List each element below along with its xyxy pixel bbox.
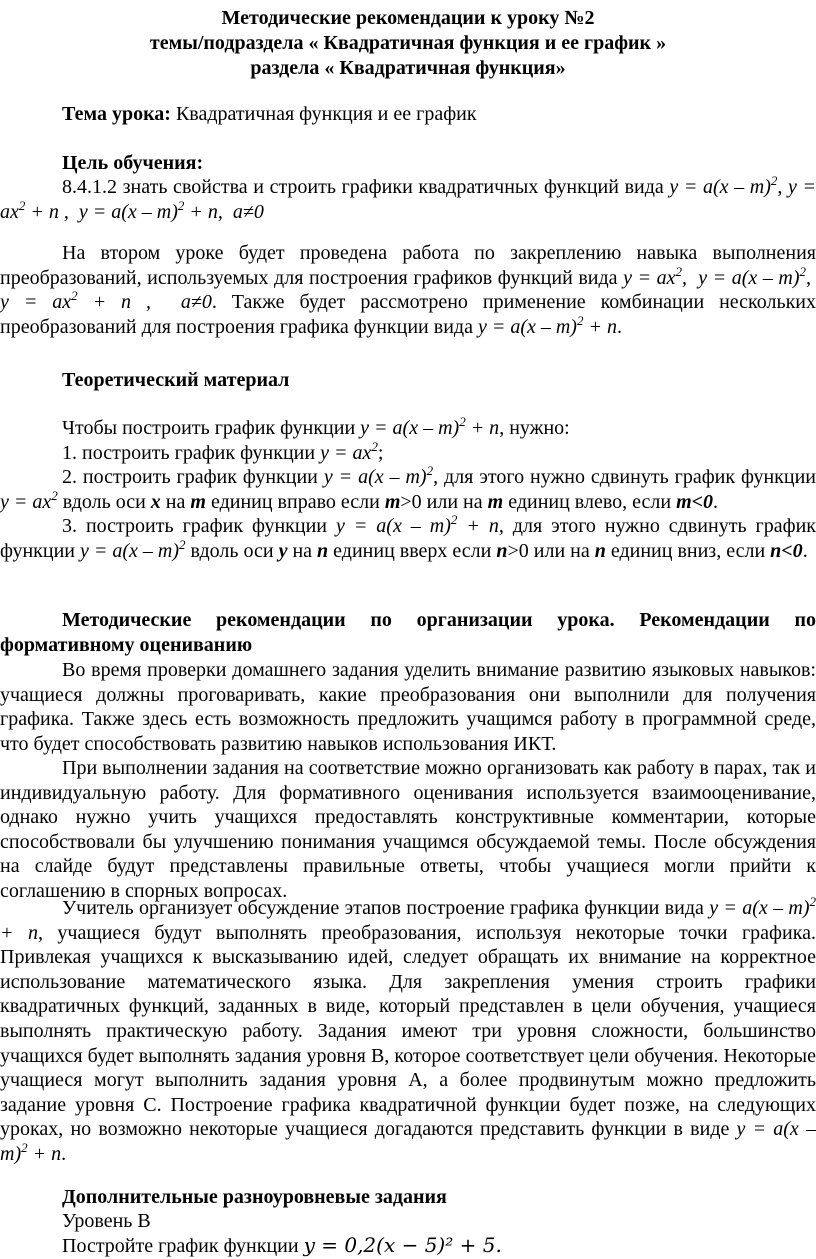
theory-step2: 2. построить график функции y = a(x – m)$^2$, для этого нужно сдвинуть график функции $y = ax^2$ вдоль оси x на m единиц вправо если m>0 или на m единиц влево, если m<0.: [0, 463, 816, 513]
step2-text-b: , для этого нужно сдвинуть график функции: [433, 466, 816, 488]
step3-text-a: 3. построить график функции: [62, 515, 336, 537]
theory-heading: [0, 368, 816, 393]
extra-heading-text: Дополнительные разноуровневые задания: [62, 1186, 447, 1208]
methods-paragraph-3: Учитель организует обсуждение этапов построение графика функции вида y = a(x – m)$^2$ + n, учащиеся будут выполнять преобразования, используя некоторые точки графика. Привлекая учащихся к высказыванию идей, следует обращать их внимание на корректное использование математического языка. Для закрепления умения строить графики квадратичных функций, заданных в виде, который представлен в цели обучения, учащиеся выполнять практическую работу. Задания имеют три уровня сложности, большинство учащихся будет выполнять задания уровня В, которое соответствует цели обучения. Некоторые учащиеся могут выполнить задания уровня А, а более продвинутым можно предложить задание уровня С. Построение графика квадратичной функции будет позже, на следующих уроках, но возможно некоторые учащиеся догадаются представить функции в виде y = a(x – m)$^2$ + n.: [0, 894, 816, 1165]
methods-paragraph-2: При выполнении задания на соответствие можно организовать как работу в парах, так и индивидуальную работу. Для формативного оценивания используется взаимооценивание, однако нужно учить учащихся предоставлять конструктивные комментарии, которые способствовали бы улучшению понимания учащимся обсуждаемой темы. После обсуждения на слайде будут представлены правильные ответы, чтобы учащиеся могли прийти к соглашению в спорных вопросах.: [0, 757, 816, 902]
step3-text-d: на: [287, 539, 318, 562]
step2-text-a: 2. построить график функции: [62, 466, 324, 488]
step2-text-d: на: [160, 490, 191, 513]
topic-value: Квадратичная функция и ее график: [170, 103, 477, 125]
step3-text-f: >0 или на: [507, 539, 595, 562]
theory-lead-end: , нужно:: [499, 417, 570, 439]
theory-step1: 1. построить график функции $y = ax^2$;: [62, 439, 384, 464]
theory-lead: Чтобы построить график функции y = a(x – m)$^2$ + n, нужно:: [62, 414, 570, 439]
step3-text-g: единиц вниз, если: [605, 539, 771, 562]
step1-text: 1. построить график функции: [62, 442, 321, 464]
step3-text-e: единиц вверх если: [328, 539, 497, 562]
step3-text-c: вдоль оси: [185, 539, 279, 562]
methods-heading-text: Методические рекомендации по организации урока. Рекомендации по формативному оцениванию: [0, 609, 816, 656]
theory-heading-text: Теоретический материал: [62, 369, 290, 391]
theory-lead-text: Чтобы построить график функции: [62, 417, 361, 439]
intro-part2: . Также будет рассмотрено применение комбинации нескольких преобразований для построения графика функции вида: [0, 291, 816, 338]
goal-label: Цель обучения:: [62, 152, 204, 174]
intro-part1: На втором уроке будет проведена работа по закреплению навыка выполнения преобразований, используемых для построения графиков функций вида: [0, 242, 816, 289]
step2-text-e: единиц вправо если: [205, 490, 385, 513]
extra-task: [0, 1233, 816, 1259]
intro-paragraph: На втором уроке будет проведена работа по закреплению навыка выполнения преобразований, используемых для построения графиков функций вида $y = ax^2$, y = a(x – m)$^2$, $y = ax^2 + n$ , a≠0. Также будет рассмотрено применение комбинации нескольких преобразований для построения графика функции вида y = a(x – m)$^2$ + n.: [0, 242, 816, 338]
methods-p3-part-a: Учитель организует обсуждение этапов построение графика функции вида: [62, 897, 710, 919]
doc-title-line3: раздела « Квадратичная функция»: [250, 57, 566, 79]
topic-line: [0, 102, 816, 127]
theory-step3: 3. построить график функции y = a(x – m)$^2$ + n, для этого нужно сдвинуть график функции y = a(x – m)$^2$ вдоль оси y на n единиц вверх если n>0 или на n единиц вниз, если n<0.: [0, 512, 816, 562]
methods-heading: [0, 608, 816, 657]
topic-label: Тема урока:: [62, 103, 171, 125]
doc-title-line1: Методические рекомендации к уроку №2: [221, 7, 595, 29]
goal-heading: [0, 151, 816, 176]
extra-heading: [0, 1185, 816, 1210]
extra-task-formula: y = 0,2(x − 5)² + 5.: [303, 1233, 502, 1257]
step2-text-f: >0 или на: [400, 490, 488, 513]
extra-task-text: Постройте график функции: [62, 1235, 304, 1257]
doc-title-line2: темы/подраздела « Квадратичная функция и ее график »: [149, 32, 667, 54]
goal-code: 8.4.1.2 знать свойства и строить графики квадратичных функций вида: [62, 176, 670, 198]
methods-paragraph-1: Во время проверки домашнего задания уделить внимание развитию языковых навыков: учащиеся должны проговаривать, какие преобразования они выполнили для получения графика. Также здесь есть возможность предложить учащимся работу в программной среде, что будет способствовать развитию навыков использования ИКТ.: [0, 659, 816, 755]
step2-text-g: единиц влево, если: [503, 490, 677, 513]
goal-text: 8.4.1.2 знать свойства и строить графики квадратичных функций вида y = a(x – m)$^2$, $y = ax^2 + n$ , y = a(x – m)$^2$ + n, a≠0: [0, 173, 816, 223]
step2-text-c: вдоль оси: [57, 490, 151, 513]
extra-level: Уровень В: [62, 1210, 151, 1232]
methods-p3-part-b: , учащиеся будут выполнять преобразования, используя некоторые точки графика. Привлекая учащихся к высказыванию идей, следует обращать их внимание на корректное использование математического языка. Для закрепления умения строить графики квадратичных функций, заданных в виде, который представлен в цели обучения, учащиеся выполнять практическую работу. Задания имеют три уровня сложности, большинство учащихся будет выполнять задания уровня В, которое соответствует цели обучения. Некоторые учащиеся могут выполнить задания уровня А, а более продвинутым можно предложить задание уровня С. Построение графика квадратичной функции будет позже, на следующих уроках, но возможно некоторые учащиеся догадаются представить функции в виде: [0, 921, 816, 1141]
step3-text-b: , для этого нужно сдвинуть график функции: [0, 515, 816, 562]
